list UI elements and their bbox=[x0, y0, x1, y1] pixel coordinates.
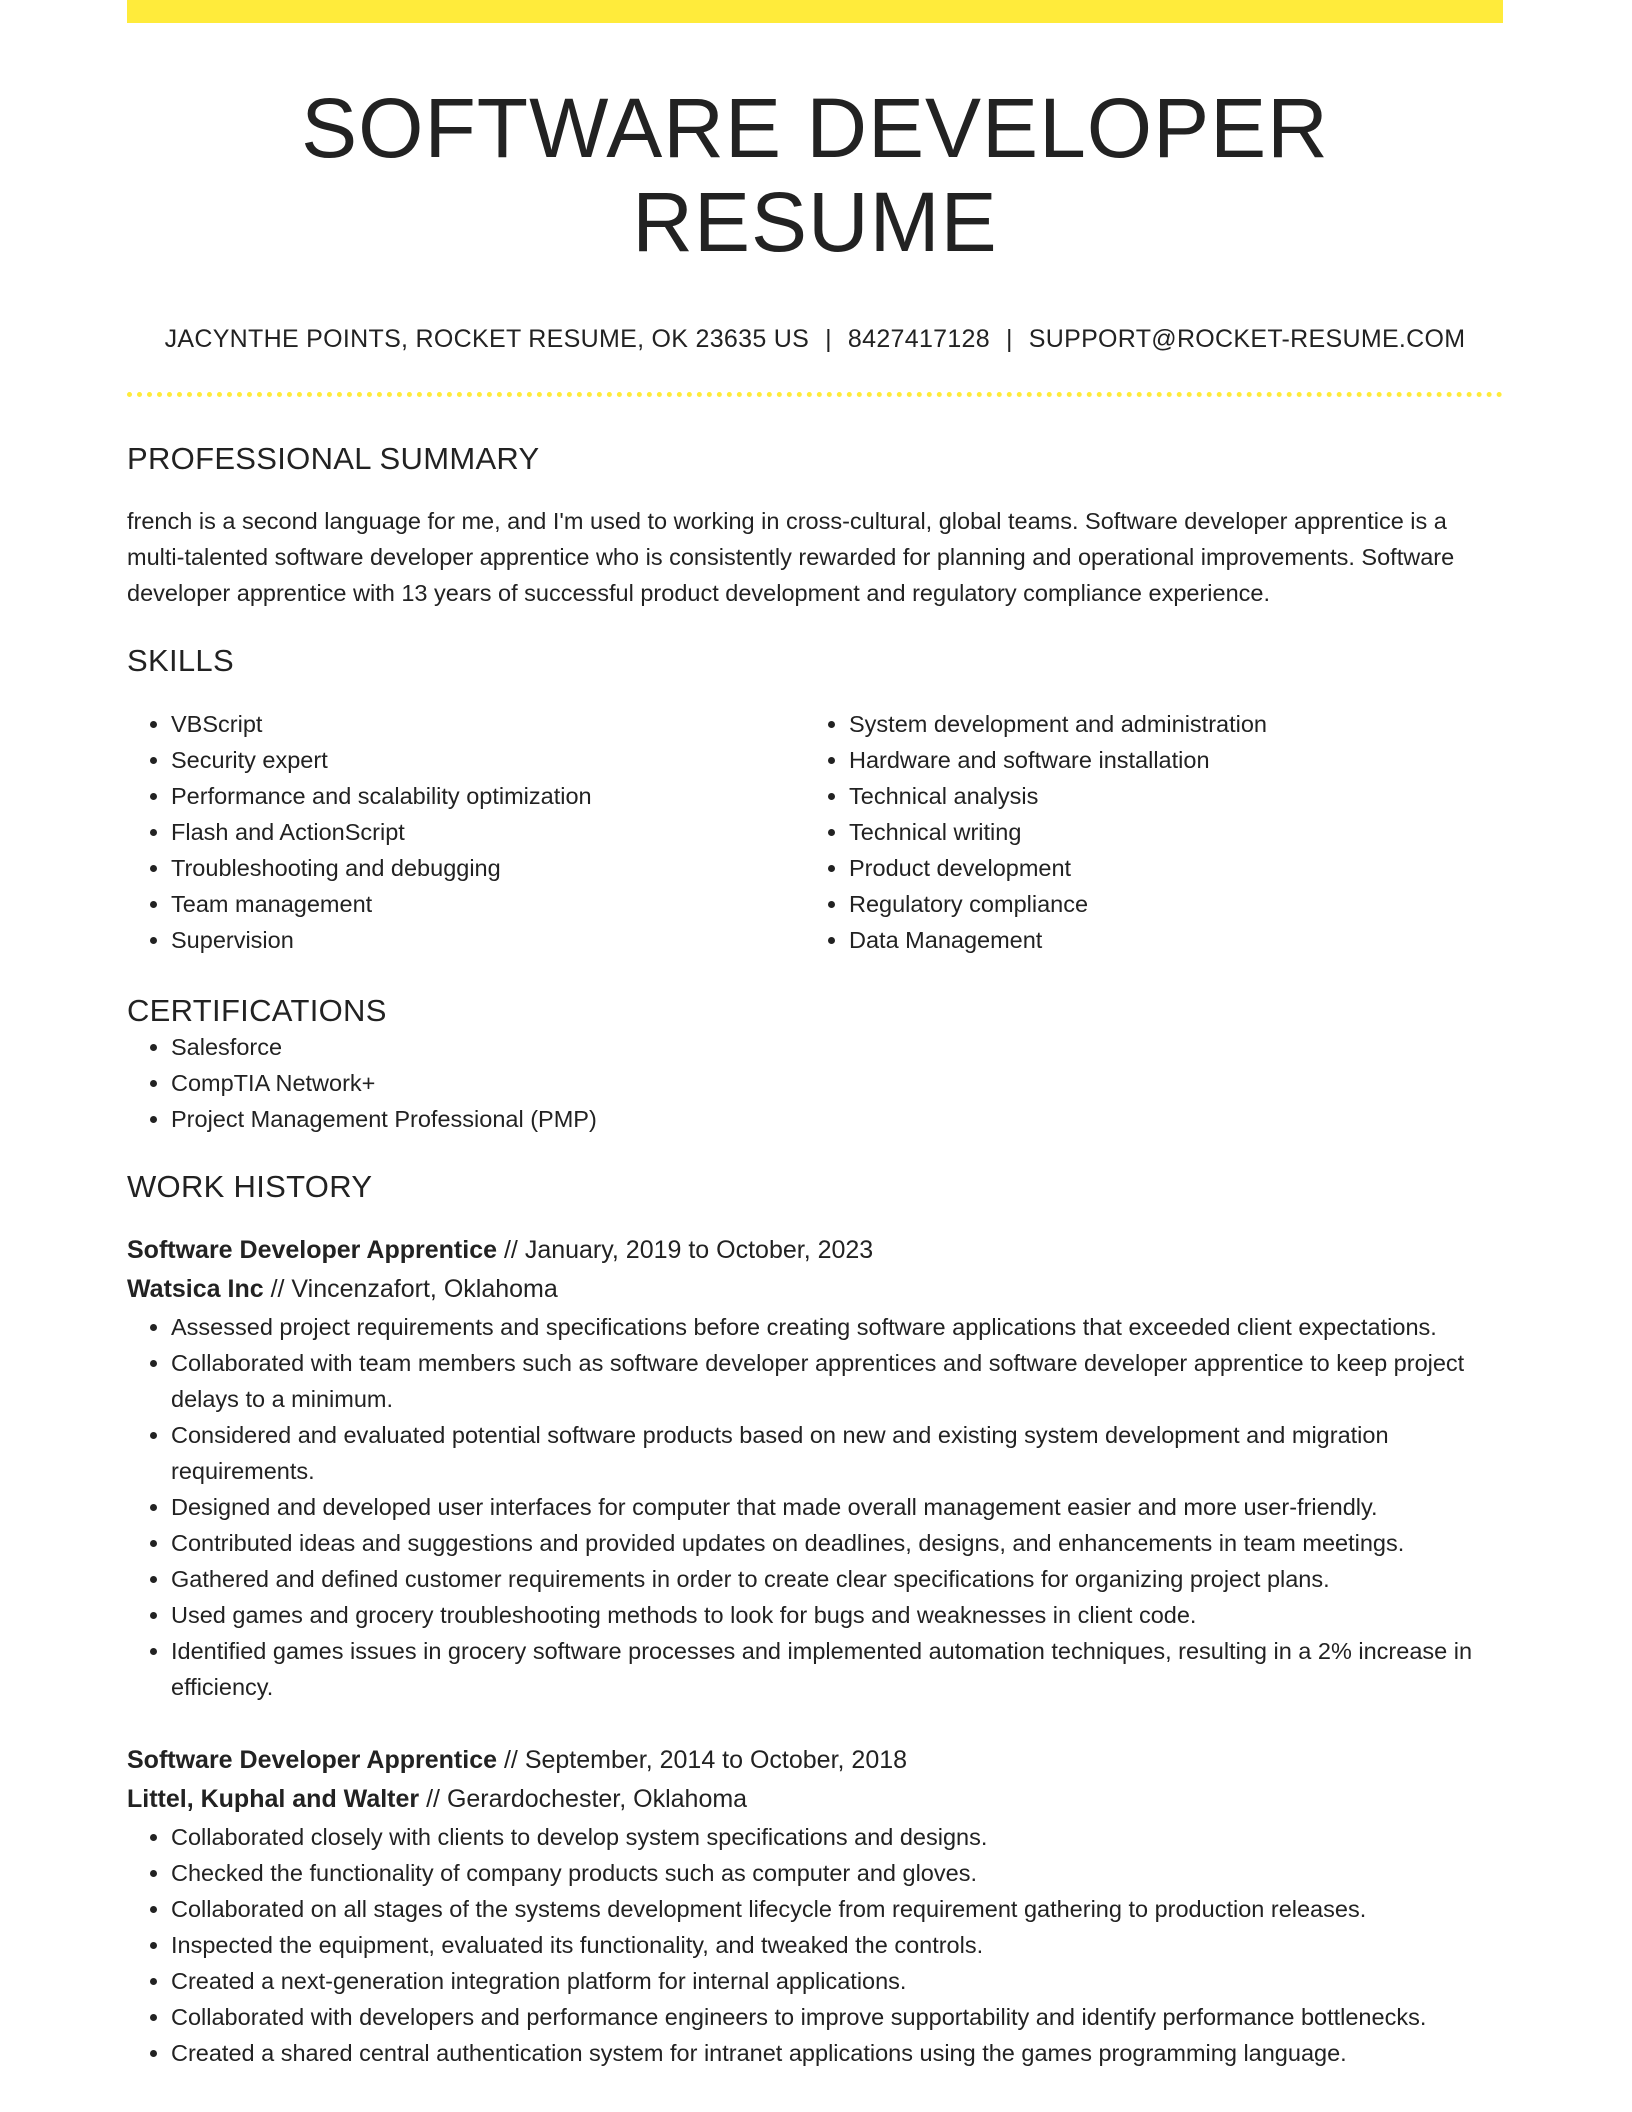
job-location: Vincenzafort, Oklahoma bbox=[291, 1275, 558, 1304]
job-delimiter: // bbox=[263, 1275, 292, 1304]
job-role-line bbox=[127, 1231, 1503, 1270]
job-entry bbox=[127, 1231, 1503, 1705]
accent-bar bbox=[127, 0, 1503, 23]
contact-address: JACYNTHE POINTS, ROCKET RESUME, OK 23635 US bbox=[164, 325, 810, 354]
skill-item: • System development and administration bbox=[849, 706, 1483, 742]
job-bullet: • Inspected the equipment, evaluated its functionality, and tweaked the controls. bbox=[171, 1927, 1503, 1963]
certification-item: • CompTIA Network+ bbox=[171, 1065, 1503, 1101]
job-bullet: • Used games and grocery troubleshooting methods to look for bugs and weaknesses in client code. bbox=[171, 1597, 1503, 1633]
job-bullet: • Designed and developed user interfaces for computer that made overall management easier and more user-friendly. bbox=[171, 1489, 1503, 1525]
job-bullet: • Collaborated on all stages of the systems development lifecycle from requirement gathering to production releases. bbox=[171, 1891, 1503, 1927]
skill-item: • Supervision bbox=[171, 922, 805, 958]
skill-item: • Flash and ActionScript bbox=[171, 814, 805, 850]
skill-item: • Performance and scalability optimization bbox=[171, 778, 805, 814]
job-delimiter: // bbox=[497, 1236, 525, 1265]
contact-line bbox=[127, 325, 1503, 354]
job-dates: January, 2019 to October, 2023 bbox=[524, 1236, 874, 1265]
contact-email: SUPPORT@ROCKET-RESUME.COM bbox=[1028, 325, 1466, 354]
skill-item: • VBScript bbox=[171, 706, 805, 742]
skill-item: • Troubleshooting and debugging bbox=[171, 850, 805, 886]
skill-item: • Team management bbox=[171, 886, 805, 922]
job-bullet: • Collaborated closely with clients to develop system specifications and designs. bbox=[171, 1819, 1503, 1855]
job-bullet-list bbox=[127, 1309, 1503, 1705]
contact-phone: 8427417128 bbox=[847, 325, 990, 354]
job-bullet-list bbox=[127, 1819, 1503, 2071]
summary-text: french is a second language for me, and I'm used to working in cross-cultural, global teams. Software developer apprentice is a multi-talented software developer apprentice who is consistently rewarded for planning and operational improvements. Software developer apprentice with 13 years of successful product development and regulatory compliance experience. bbox=[127, 508, 1455, 607]
certification-item: • Salesforce bbox=[171, 1029, 1503, 1065]
job-entry bbox=[127, 1741, 1503, 2071]
job-company-line bbox=[127, 1780, 1503, 1819]
contact-separator: | bbox=[1005, 325, 1013, 354]
job-location: Gerardochester, Oklahoma bbox=[446, 1785, 748, 1814]
job-role-line bbox=[127, 1741, 1503, 1780]
certifications-list bbox=[127, 1029, 1503, 1137]
certification-item: • Project Management Professional (PMP) bbox=[171, 1101, 1503, 1137]
job-bullet: • Collaborated with developers and performance engineers to improve supportability and identify performance bottlenecks. bbox=[171, 1999, 1503, 2035]
skills-heading: SKILLS bbox=[127, 643, 234, 679]
job-bullet: • Assessed project requirements and specifications before creating software applications that exceeded client expectations. bbox=[171, 1309, 1503, 1345]
skill-item: • Security expert bbox=[171, 742, 805, 778]
job-bullet: • Created a shared central authentication system for intranet applications using the games programming language. bbox=[171, 2035, 1503, 2071]
skill-item: • Regulatory compliance bbox=[849, 886, 1483, 922]
job-bullet: • Checked the functionality of company products such as computer and gloves. bbox=[171, 1855, 1503, 1891]
job-bullet: • Created a next-generation integration platform for internal applications. bbox=[171, 1963, 1503, 1999]
skill-item: • Product development bbox=[849, 850, 1483, 886]
job-company-line bbox=[127, 1270, 1503, 1309]
job-company: Watsica Inc bbox=[127, 1275, 264, 1304]
job-bullet: • Collaborated with team members such as software developer apprentices and software developer apprentice to keep project delays to a minimum. bbox=[171, 1345, 1503, 1417]
job-bullet: • Contributed ideas and suggestions and provided updates on deadlines, designs, and enhancements in team meetings. bbox=[171, 1525, 1503, 1561]
skills-list-right bbox=[805, 706, 1483, 958]
job-bullet: • Considered and evaluated potential software products based on new and existing system development and migration requirements. bbox=[171, 1417, 1503, 1489]
summary-heading: PROFESSIONAL SUMMARY bbox=[127, 441, 540, 477]
skills-list-left bbox=[127, 706, 805, 958]
skill-item: • Technical analysis bbox=[849, 778, 1483, 814]
skill-item: • Hardware and software installation bbox=[849, 742, 1483, 778]
resume-page bbox=[127, 0, 1503, 2071]
job-role: Software Developer Apprentice bbox=[127, 1746, 498, 1775]
job-delimiter: // bbox=[497, 1746, 525, 1775]
skills-column-right bbox=[805, 706, 1483, 958]
contact-separator: | bbox=[825, 325, 832, 354]
dotted-divider bbox=[127, 392, 1503, 397]
skill-item: • Data Management bbox=[849, 922, 1483, 958]
job-dates: September, 2014 to October, 2018 bbox=[524, 1746, 908, 1775]
skill-item: • Technical writing bbox=[849, 814, 1483, 850]
job-role: Software Developer Apprentice bbox=[127, 1236, 498, 1265]
resume-title: SOFTWARE DEVELOPER RESUME bbox=[301, 81, 1329, 270]
certifications-heading: CERTIFICATIONS bbox=[127, 993, 387, 1029]
skills-column-left bbox=[127, 706, 805, 958]
job-bullet: • Gathered and defined customer requirements in order to create clear specifications for organizing project plans. bbox=[171, 1561, 1503, 1597]
job-company: Littel, Kuphal and Walter bbox=[127, 1785, 420, 1814]
job-bullet: • Identified games issues in grocery software processes and implemented automation techniques, resulting in a 2% increase in efficiency. bbox=[171, 1633, 1503, 1705]
skills-grid bbox=[127, 706, 1503, 958]
work-history-heading: WORK HISTORY bbox=[127, 1169, 373, 1205]
job-delimiter: // bbox=[419, 1785, 447, 1814]
